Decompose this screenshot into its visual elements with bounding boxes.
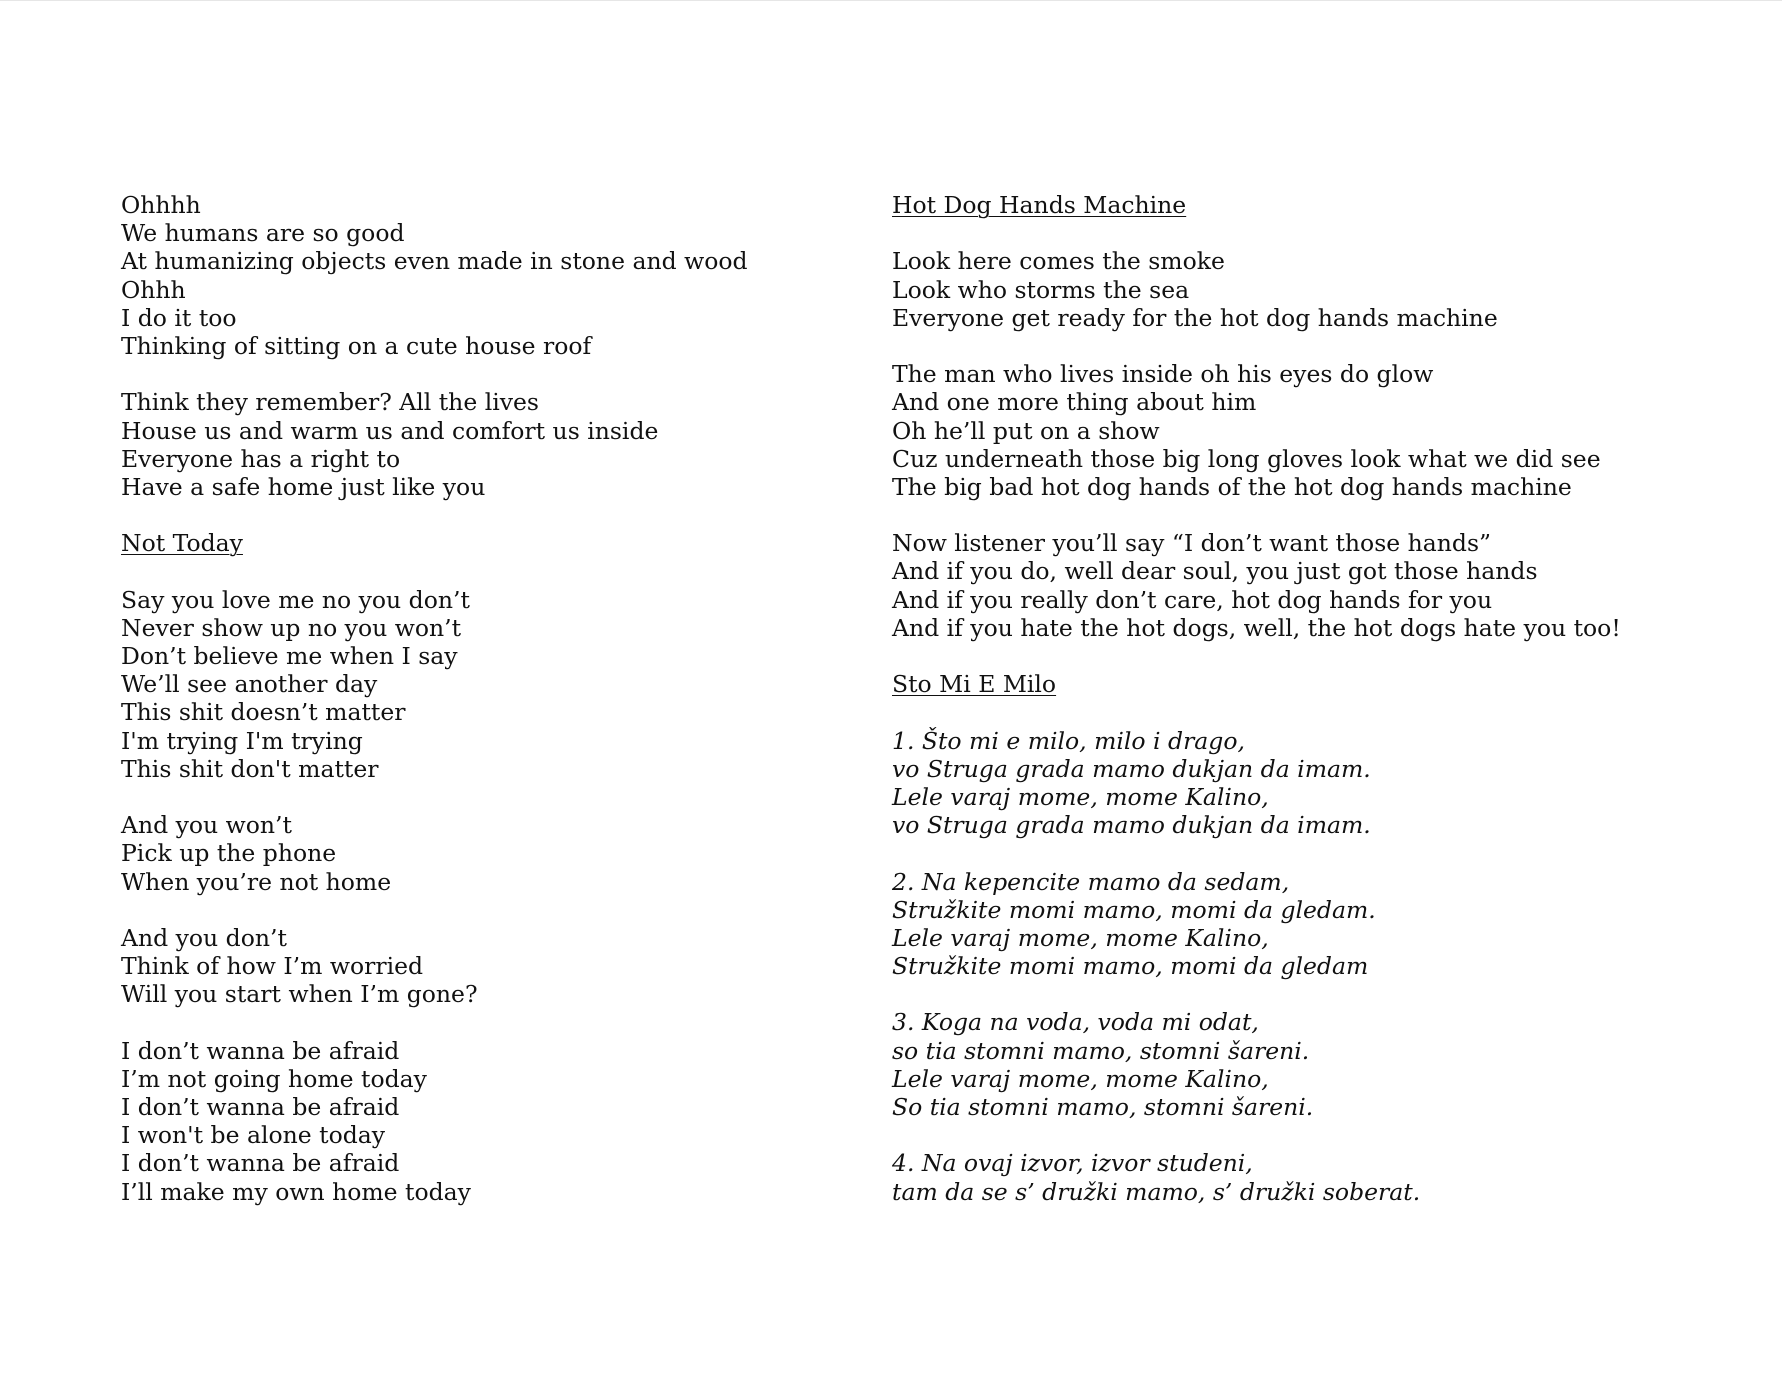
- sto-mi-verse-3: [892, 1008, 1712, 1121]
- song-title-sto-mi-e-milo: Sto Mi E Milo: [892, 670, 1057, 699]
- lyric-line: Lele varaj mome, mome Kalino,: [892, 782, 1269, 811]
- lyric-line: Ohhhh: [121, 191, 201, 219]
- lyric-line: Stružkite momi mamo, momi da gledam: [892, 952, 1369, 981]
- lyric-line: 2. Na kepencite mamo da sedam,: [892, 867, 1290, 896]
- hot-dog-verse-2: [892, 360, 1712, 501]
- stanza-gap: [892, 839, 1712, 867]
- stanza-gap: [121, 896, 811, 924]
- lyric-line: Everyone has a right to: [121, 444, 401, 473]
- lyric-line: Oh he’ll put on a show: [892, 416, 1160, 445]
- song-title-hot-dog-hands-machine: Hot Dog Hands Machine: [892, 191, 1187, 219]
- stanza-gap: [892, 1121, 1712, 1149]
- lyric-line: I do it too: [121, 303, 237, 332]
- lyric-line: Now listener you’ll say “I don’t want those hands”: [892, 529, 1492, 558]
- stanza-gap: [892, 642, 1712, 670]
- not-today-verse-3: [121, 924, 811, 1009]
- stanza-gap: [892, 501, 1712, 529]
- lyric-line: I’ll make my own home today: [121, 1177, 471, 1206]
- lyric-line: And you won’t: [121, 811, 292, 840]
- lyric-line: At humanizing objects even made in stone and wood: [121, 247, 748, 276]
- stanza-gap: [892, 980, 1712, 1008]
- left-column: [121, 191, 811, 1206]
- lyric-line: And you don’t: [121, 923, 287, 952]
- lyric-line: And if you hate the hot dogs, well, the hot dogs hate you too!: [892, 613, 1621, 642]
- lyric-line: Ohhh: [121, 275, 186, 304]
- lyric-line: And if you do, well dear soul, you just got those hands: [892, 557, 1538, 586]
- stanza-gap: [121, 360, 811, 388]
- lyric-line: 3. Koga na voda, voda mi odat,: [892, 1008, 1259, 1037]
- lyric-line: Don’t believe me when I say: [121, 642, 458, 670]
- sto-mi-verse-2: [892, 868, 1712, 981]
- lyric-line: So tia stomni mamo, stomni šareni.: [892, 1093, 1314, 1121]
- lyric-line: Will you start when I’m gone?: [121, 980, 478, 1009]
- lyric-line: The man who lives inside oh his eyes do glow: [892, 360, 1434, 389]
- stanza-gap: [892, 332, 1712, 360]
- sto-mi-verse-4: [892, 1149, 1712, 1205]
- stanza-humanizing: [121, 191, 811, 360]
- not-today-verse-2: [121, 811, 811, 896]
- lyric-line: Lele varaj mome, mome Kalino,: [892, 923, 1269, 952]
- lyric-line: Never show up no you won’t: [121, 613, 462, 642]
- lyric-line: Everyone get ready for the hot dog hands machine: [892, 303, 1498, 332]
- stanza-remember: [121, 388, 811, 501]
- lyric-line: tam da se s’ družki mamo, s’ družki soberat.: [892, 1177, 1421, 1206]
- stanza-gap: [892, 219, 1712, 247]
- lyric-line: We humans are so good: [121, 219, 405, 248]
- lyric-line: vo Struga grada mamo dukjan da imam.: [892, 811, 1371, 840]
- sto-mi-verse-1: [892, 727, 1712, 840]
- lyric-line: And one more thing about him: [892, 388, 1257, 417]
- lyric-line: vo Struga grada mamo dukjan da imam.: [892, 754, 1371, 783]
- lyric-line: Think they remember? All the lives: [121, 388, 539, 417]
- lyric-line: House us and warm us and comfort us inside: [121, 416, 659, 445]
- lyric-line: Say you love me no you don’t: [121, 585, 470, 614]
- lyric-line: I’m not going home today: [121, 1064, 427, 1093]
- lyric-line: Stružkite momi mamo, momi da gledam.: [892, 895, 1376, 924]
- lyric-line: so tia stomni mamo, stomni šareni.: [892, 1036, 1310, 1065]
- lyric-line: We’ll see another day: [121, 670, 378, 699]
- lyric-line: I'm trying I'm trying: [121, 726, 363, 755]
- lyric-line: Think of how I’m worried: [121, 952, 424, 981]
- lyric-line: Look here comes the smoke: [892, 247, 1225, 276]
- stanza-gap: [121, 501, 811, 529]
- lyric-line: This shit doesn’t matter: [121, 698, 406, 727]
- lyric-line: Lele varaj mome, mome Kalino,: [892, 1064, 1269, 1093]
- lyric-line: When you’re not home: [121, 867, 392, 896]
- stanza-gap: [121, 783, 811, 811]
- lyric-line: I won't be alone today: [121, 1121, 386, 1150]
- lyric-line: Thinking of sitting on a cute house roof: [121, 331, 592, 360]
- song-title-not-today: Not Today: [121, 529, 243, 558]
- lyric-line: 4. Na ovaj izvor, izvor studeni,: [892, 1149, 1253, 1178]
- lyric-line: Cuz underneath those big long gloves look what we did see: [892, 444, 1601, 473]
- lyric-line: I don’t wanna be afraid: [121, 1036, 400, 1065]
- lyric-line: Have a safe home just like you: [121, 472, 486, 501]
- stanza-gap: [121, 557, 811, 585]
- not-today-verse-1: [121, 586, 811, 783]
- lyric-line: I don’t wanna be afraid: [121, 1093, 400, 1121]
- right-column: [892, 191, 1712, 1206]
- stanza-gap: [892, 698, 1712, 726]
- hot-dog-verse-3: [892, 529, 1712, 642]
- lyric-line: 1. Što mi e milo, milo i drago,: [892, 726, 1245, 755]
- hot-dog-verse-1: [892, 247, 1712, 332]
- lyric-line: Pick up the phone: [121, 839, 337, 868]
- lyric-line: The big bad hot dog hands of the hot dog hands machine: [892, 472, 1572, 501]
- lyric-line: And if you really don’t care, hot dog hands for you: [892, 585, 1493, 614]
- stanza-gap: [121, 1008, 811, 1036]
- not-today-verse-4: [121, 1037, 811, 1206]
- lyric-line: I don’t wanna be afraid: [121, 1149, 400, 1178]
- lyric-line: This shit don't matter: [121, 754, 379, 783]
- lyric-line: Look who storms the sea: [892, 275, 1190, 304]
